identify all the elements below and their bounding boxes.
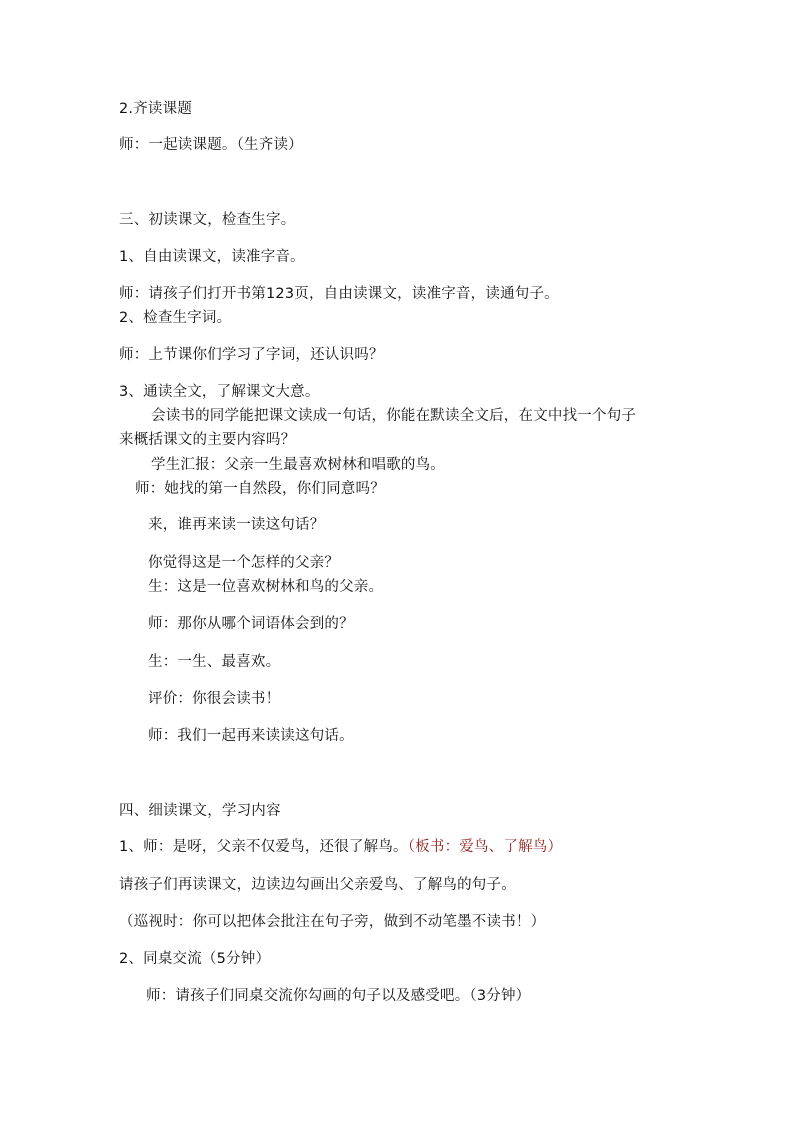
- paragraph: 3、通读全文，了解课文大意。: [119, 384, 320, 400]
- paragraph: 来，谁再来读一读这句话？: [148, 517, 325, 533]
- section-heading: 三、初读课文，检查生字。: [119, 212, 296, 228]
- section-heading: 四、细读课文，学习内容: [119, 803, 281, 819]
- paragraph: 2、同桌交流（5分钟）: [119, 951, 271, 967]
- paragraph: [119, 838, 562, 856]
- paragraph: 师：请孩子们同桌交流你勾画的句子以及感受吧。（3分钟）: [146, 988, 531, 1004]
- board-note: （板书：爱鸟、了解鸟）: [407, 839, 563, 855]
- paragraph: 2、检查生字词。: [119, 310, 232, 326]
- paragraph: 师：我们一起再来读读这句话。: [148, 728, 354, 744]
- paragraph: 师：上节课你们学习了字词，还认识吗？: [119, 347, 384, 363]
- paragraph: 师：请孩子们打开书第123页，自由读课文，读准字音，读通句子。: [119, 286, 559, 302]
- paragraph: 学生汇报：父亲一生最喜欢树林和唱歌的鸟。: [151, 457, 445, 473]
- paragraph: 来概括课文的主要内容吗？: [119, 432, 296, 448]
- paragraph: 师：一起读课题。（生齐读）: [119, 137, 303, 153]
- paragraph: 师：那你从哪个词语体会到的？: [148, 616, 354, 632]
- paragraph: 师：她找的第一自然段，你们同意吗？: [135, 481, 385, 497]
- paragraph-text: 1、师：是呀，父亲不仅爱鸟，还很了解鸟。: [119, 839, 408, 855]
- paragraph: 你觉得这是一个怎样的父亲？: [148, 555, 340, 571]
- heading-read-title: 2.齐读课题: [119, 101, 193, 117]
- paragraph: （巡视时：你可以把体会批注在句子旁，做到不动笔墨不读书！）: [119, 914, 546, 930]
- paragraph: 会读书的同学能把课文读成一句话，你能在默读全文后，在文中找一个句子: [151, 408, 637, 424]
- paragraph: 请孩子们再读课文，边读边勾画出父亲爱鸟、了解鸟的句子。: [119, 877, 516, 893]
- paragraph: 1、自由读课文，读准字音。: [119, 249, 305, 265]
- paragraph: 评价：你很会读书！: [148, 691, 281, 707]
- paragraph: 生：这是一位喜欢树林和鸟的父亲。: [148, 579, 384, 595]
- paragraph: 生：一生、最喜欢。: [148, 654, 281, 670]
